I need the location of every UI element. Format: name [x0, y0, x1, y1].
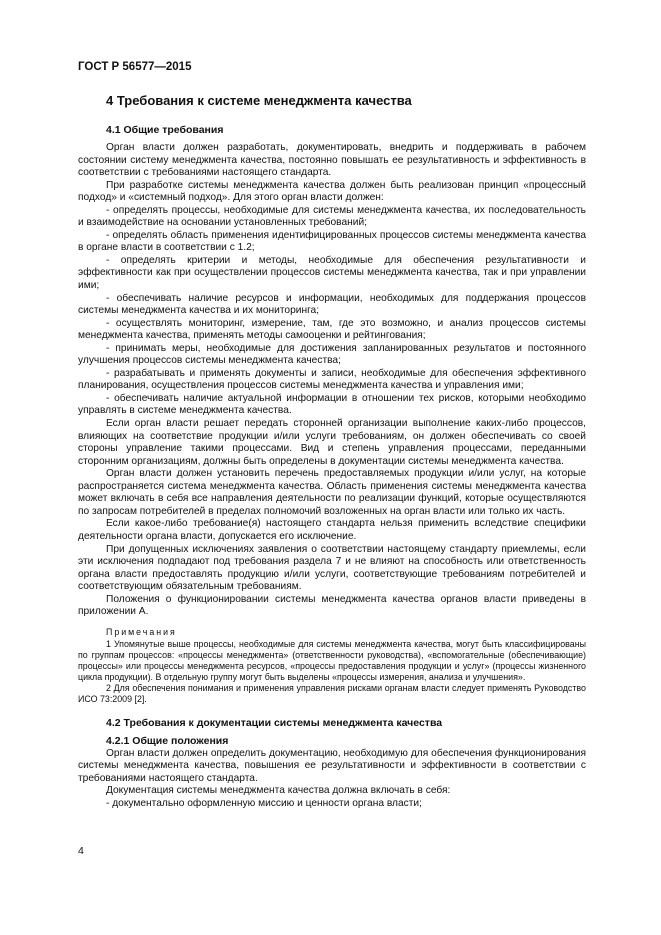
- paragraph: Если какое-либо требование(я) настоящего стандарта нельзя применить вследствие специфики деятельности органа власти, допускается его исключение.: [78, 518, 586, 542]
- subsection-title-4-2: 4.2 Требования к документации системы менеджмента качества: [106, 716, 443, 729]
- note: 2 Для обеспечения понимания и применения управления рисками органам власти следует применять Руководство ИСО 73:2009 [2].: [78, 682, 586, 704]
- list-item: - обеспечивать наличие ресурсов и информации, необходимых для поддержания процессов системы менеджмента качества и их мониторинга;: [78, 292, 586, 317]
- paragraph: При разработке системы менеджмента качества должен быть реализован принцип «процессный подход» и «системный подход». Для этого орган власти должен:: [78, 179, 586, 204]
- paragraph: При допущенных исключениях заявления о соответствии настоящему стандарту приемлемы, если эти исключения подпадают под требования раздела 7 и не влияют на способность или ответственность органа власти предоставлять продукцию и/или услуги, соответствующие требованиям потребителей и соответствующим обязательным требованиям.: [78, 543, 586, 593]
- paragraph: Документация системы менеджмента качества должна включать в себя:: [106, 785, 451, 797]
- page-content: [78, 93, 586, 811]
- list-item: - документально оформленную миссию и ценности органа власти;: [106, 797, 422, 809]
- paragraph: Орган власти должен разработать, документировать, внедрить и поддерживать в рабочем состоянии систему менеджмента качества, постоянно повышать ее результативность и эффективность в соответствии с требованиями настоящего стандарта.: [78, 142, 586, 179]
- list-item: - определять критерии и методы, необходимые для обеспечения результативности и эффективности как при осуществлении процессов системы менеджмента качества, так и при управлении ими;: [78, 254, 586, 292]
- paragraph: Положения о функционировании системы менеджмента качества органов власти приведены в приложении А.: [78, 593, 586, 618]
- list-item: - определять процессы, необходимые для системы менеджмента качества, их последовательность и взаимодействие на основании установленных требований;: [78, 204, 586, 229]
- page-number: 4: [78, 845, 84, 857]
- list-item: - разрабатывать и применять документы и записи, необходимые для обеспечения эффективного планирования, осуществления процессов системы менеджмента качества и управления ими;: [78, 367, 586, 392]
- subsubsection-title-4-2-1: 4.2.1 Общие положения: [106, 734, 229, 747]
- section-title: 4 Требования к системе менеджмента качества: [106, 93, 412, 108]
- list-item: - определять область применения идентифицированных процессов системы менеджмента качества в органе власти в соответствии с 1.2;: [78, 229, 586, 254]
- paragraph: Орган власти должен установить перечень предоставляемых продукции и/или услуг, на которые распространяется система менеджмента качества. Область применения системы менеджмента качества может включать в себя все направления деятельности по реализации функций, которые осуществляются по запросам потребителей в пределах полномочий возложенных на орган власти или только их часть.: [78, 468, 586, 517]
- list-item: - принимать меры, необходимые для достижения запланированных результатов и постоянного улучшения процессов системы менеджмента качества;: [78, 342, 586, 367]
- standard-header: ГОСТ Р 56577—2015: [78, 61, 192, 73]
- list-item: - обеспечивать наличие актуальной информации в отношении тех рисков, которыми необходимо управлять в системе менеджмента качества.: [78, 392, 586, 417]
- list-item: - осуществлять мониторинг, измерение, там, где это возможно, и анализ процессов системы менеджмента качества, применять методы самооценки и рейтингования;: [78, 317, 586, 342]
- notes-title: Примечания: [106, 626, 177, 637]
- subsection-title-4-1: 4.1 Общие требования: [106, 124, 224, 136]
- note: 1 Упомянутые выше процессы, необходимые для системы менеджмента качества, могут быть классифицированы по группам процессов: «процессы менеджмента» (ответственности руководства), «вспомогательные (обеспечивающие) процессы» или процессы менеджмента ресурсов, «процессы предоставления продукции и услуг» (процессы жизненного цикла продукции). В отдельную группу могут быть выделены «процессы измерения, анализа и улучшения».: [78, 638, 586, 682]
- paragraph: Если орган власти решает передать сторонней организации выполнение каких-либо процессов, влияющих на соответствие продукции и/или услуги требованиям, он должен обеспечивать со своей стороны управление такими процессами. Вид и степень управления процессами, переданными сторонним организациям, должны быть определены в документации системы менеджмента качества.: [78, 418, 586, 467]
- paragraph: Орган власти должен определить документацию, необходимую для обеспечения функционирования системы менеджмента качества, повышения ее результативности и эффективности в соответствии с требованиями настоящего стандарта.: [78, 747, 586, 784]
